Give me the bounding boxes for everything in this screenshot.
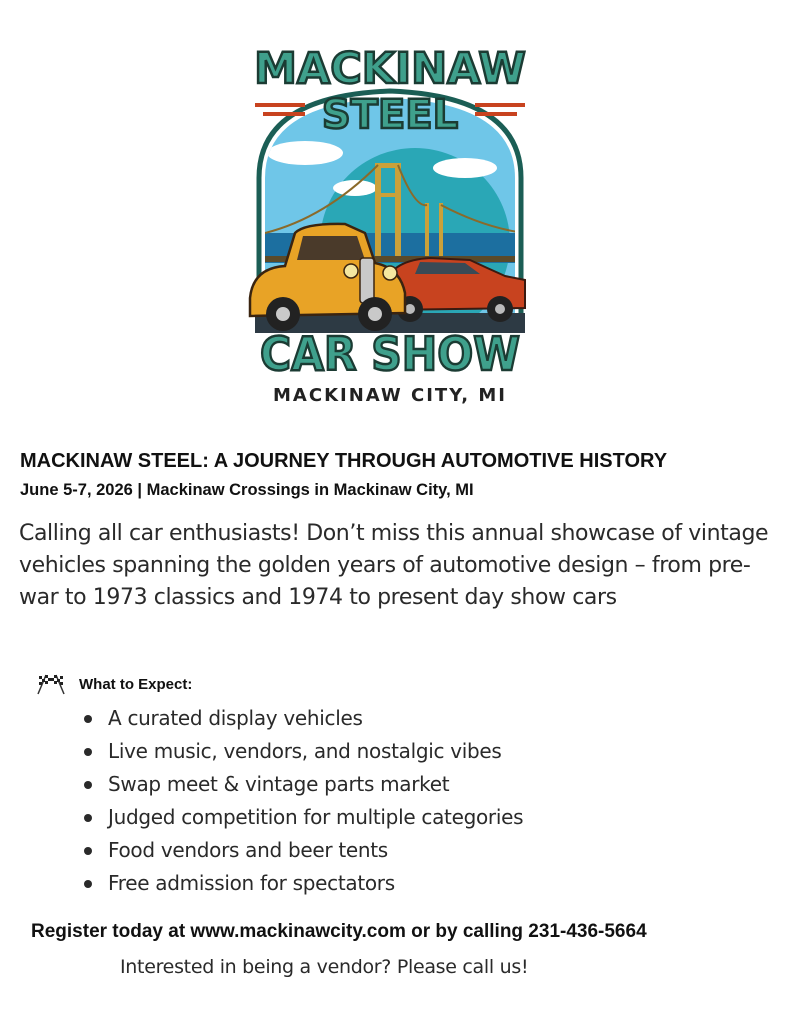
event-logo: [225, 28, 555, 413]
registration-info: Register today at www.mackinawcity.com or by calling 231-436-5664: [31, 921, 647, 942]
list-item: Free admission for spectators: [82, 869, 523, 902]
logo-title-mackinaw: MACKINAW: [254, 44, 526, 94]
list-item: Judged competition for multiple categories: [82, 803, 523, 836]
checkered-flags-icon: [34, 673, 68, 695]
intro-paragraph: Calling all car enthusiasts! Don’t miss this annual showcase of vintage vehicles spanning the golden years of automotive design – from pre-war to 1973 classics and 1974 to present day show cars: [19, 521, 769, 610]
event-date-location: June 5-7, 2026 | Mackinaw Crossings in Mackinaw City, MI: [20, 481, 474, 499]
logo-title-steel: STEEL: [321, 92, 459, 138]
list-item: Food vendors and beer tents: [82, 836, 523, 869]
logo-title-car-show: CAR SHOW: [260, 327, 520, 381]
expect-list: [82, 704, 523, 902]
list-item: Live music, vendors, and nostalgic vibes: [82, 737, 523, 770]
logo-location: MACKINAW CITY, MI: [273, 385, 507, 406]
list-item: Swap meet & vintage parts market: [82, 770, 523, 803]
list-item: A curated display vehicles: [82, 704, 523, 737]
vendor-info: Interested in being a vendor? Please call us!: [120, 956, 529, 978]
what-to-expect-heading: [34, 673, 192, 695]
headline: MACKINAW STEEL: A JOURNEY THROUGH AUTOMOTIVE HISTORY: [20, 450, 668, 472]
what-to-expect-title: What to Expect:: [79, 675, 193, 693]
